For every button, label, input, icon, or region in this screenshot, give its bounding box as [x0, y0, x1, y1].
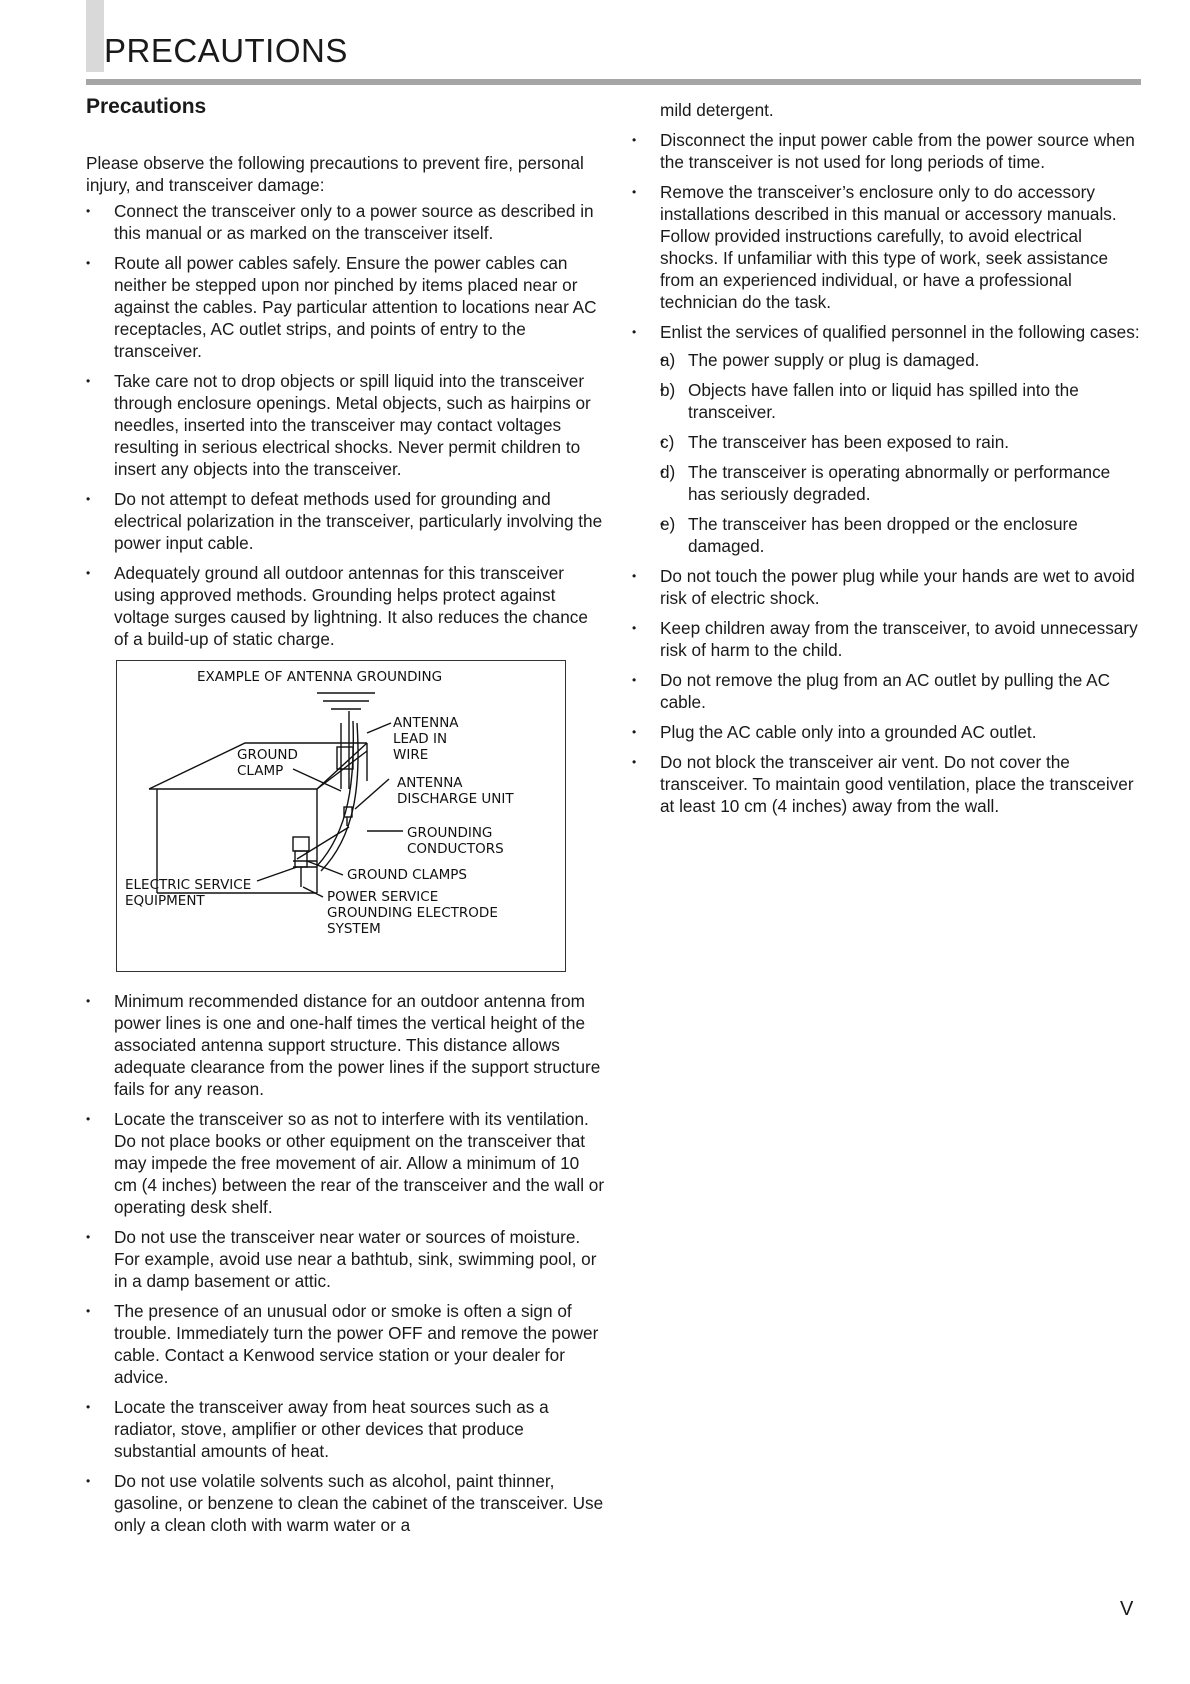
case-text: The power supply or plug is damaged. — [688, 350, 980, 370]
list-item: • Do not remove the plug from an AC outlet by pulling the AC cable. — [632, 669, 1142, 713]
list-item: • Plug the AC cable only into a grounded AC outlet. — [632, 721, 1142, 743]
list-item: • Remove the transceiver’s enclosure only to do accessory installations described in this manual or accessory manuals. Follow provided instructions carefully, to avoid electrical shocks. If unfamiliar with this type of work, seek assistance from an experienced individual, or have a professional technician do the task. — [632, 181, 1142, 313]
precaution-list-c — [632, 129, 1142, 817]
list-item: • Do not block the transceiver air vent. Do not cover the transceiver. To maintain good ventilation, place the transceiver at least 10 cm (4 inches) away from the wall. — [632, 751, 1142, 817]
case-marker: • d) — [660, 462, 676, 482]
figure-title: EXAMPLE OF ANTENNA GROUNDING — [197, 669, 443, 685]
grounding-conductors-label: GROUNDING CONDUCTORS — [407, 825, 504, 857]
service-case — [660, 431, 1142, 453]
service-bullet-text: Enlist the services of qualified personnel in the following cases: — [660, 322, 1140, 342]
list-item: • Do not touch the power plug while your hands are wet to avoid risk of electric shock. — [632, 565, 1142, 609]
case-text: The transceiver is operating abnormally or performance has seriously degraded. — [688, 462, 1111, 504]
title-rule — [86, 79, 1141, 85]
list-item: • Minimum recommended distance for an outdoor antenna from power lines is one and one-half times the vertical height of the associated antenna support structure. This distance allows adequate clearance from the power lines if the support structure fails for any reason. — [86, 990, 606, 1100]
case-marker: • c) — [660, 432, 675, 452]
service-case — [660, 461, 1142, 505]
service-case — [660, 513, 1142, 557]
ground-clamp-label: GROUND CLAMP — [237, 747, 298, 779]
list-item: • Do not use volatile solvents such as alcohol, paint thinner, gasoline, or benzene to clean the cabinet of the transceiver. Use only a clean cloth with warm water or a — [86, 1470, 606, 1536]
list-item: • Take care not to drop objects or spill liquid into the transceiver through enclosure openings. Metal objects, such as hairpins or needles, inserted into the transceiver may contact voltages resulting in serious electrical shocks. Never permit children to insert any objects into the transceiver. — [86, 370, 606, 480]
left-column — [86, 152, 606, 1544]
list-item: • Connect the transceiver only to a power source as described in this manual or as marked on the transceiver itself. — [86, 200, 606, 244]
list-item: • Route all power cables safely. Ensure the power cables can neither be stepped upon nor pinched by items placed near or against the cables. Pay particular attention to locations near AC receptacles, AC outlet strips, and points of entry to the transceiver. — [86, 252, 606, 362]
precaution-list-b — [86, 990, 606, 1536]
section-title: Precautions — [86, 95, 207, 118]
ground-clamps-label: GROUND CLAMPS — [347, 867, 467, 883]
case-marker: • b) — [660, 380, 676, 400]
list-item: • Keep children away from the transceiver, to avoid unnecessary risk of harm to the child. — [632, 617, 1142, 661]
list-item: • Adequately ground all outdoor antennas for this transceiver using approved methods. Grounding helps protect against voltage surges caused by lightning. It also reduces the chance of a build-up of static charge. — [86, 562, 606, 650]
discharge-unit-label: ANTENNA DISCHARGE UNIT — [397, 775, 514, 807]
header-tab-block — [86, 0, 104, 72]
list-item: • Locate the transceiver away from heat sources such as a radiator, stove, amplifier or other devices that produce substantial amounts of heat. — [86, 1396, 606, 1462]
case-text: The transceiver has been dropped or the enclosure damaged. — [688, 514, 1078, 556]
antenna-grounding-figure — [116, 660, 566, 972]
continuation-text: mild detergent. — [660, 100, 774, 120]
list-item: • Do not use the transceiver near water or sources of moisture. For example, avoid use near a bathtub, sink, swimming pool, or in a damp basement or attic. — [86, 1226, 606, 1292]
list-item: • Locate the transceiver so as not to interfere with its ventilation. Do not place books or other equipment on the transceiver that may impede the free movement of air. Allow a minimum of 10 cm (4 inches) between the rear of the transceiver and the wall or operating desk shelf. — [86, 1108, 606, 1218]
case-marker: • e) — [660, 514, 676, 534]
page-title: PRECAUTIONS — [104, 32, 348, 69]
case-marker: • a) — [660, 350, 676, 370]
power-service-label: POWER SERVICE GROUNDING ELECTRODE SYSTEM — [327, 889, 498, 937]
antenna-lead-in-label: ANTENNA LEAD IN WIRE — [393, 715, 459, 763]
list-item: • Disconnect the input power cable from the power source when the transceiver is not used for long periods of time. — [632, 129, 1142, 173]
case-text: The transceiver has been exposed to rain. — [688, 432, 1010, 452]
service-case — [660, 349, 1142, 371]
right-column — [632, 99, 1142, 825]
case-text: Objects have fallen into or liquid has spilled into the transceiver. — [688, 380, 1079, 422]
service-case — [660, 379, 1142, 423]
page-number: V — [1120, 1598, 1134, 1620]
precaution-list-a — [86, 200, 606, 650]
list-item: • Do not attempt to defeat methods used for grounding and electrical polarization in the transceiver, particularly involving the power input cable. — [86, 488, 606, 554]
list-item: • The presence of an unusual odor or smoke is often a sign of trouble. Immediately turn the power OFF and remove the power cable. Contact a Kenwood service station or your dealer for advice. — [86, 1300, 606, 1388]
service-cases-list — [660, 349, 1142, 557]
electric-service-label: ELECTRIC SERVICE EQUIPMENT — [125, 877, 252, 909]
intro-paragraph: Please observe the following precautions to prevent fire, personal injury, and transceiver damage: — [86, 153, 584, 195]
list-item-service — [632, 321, 1142, 557]
